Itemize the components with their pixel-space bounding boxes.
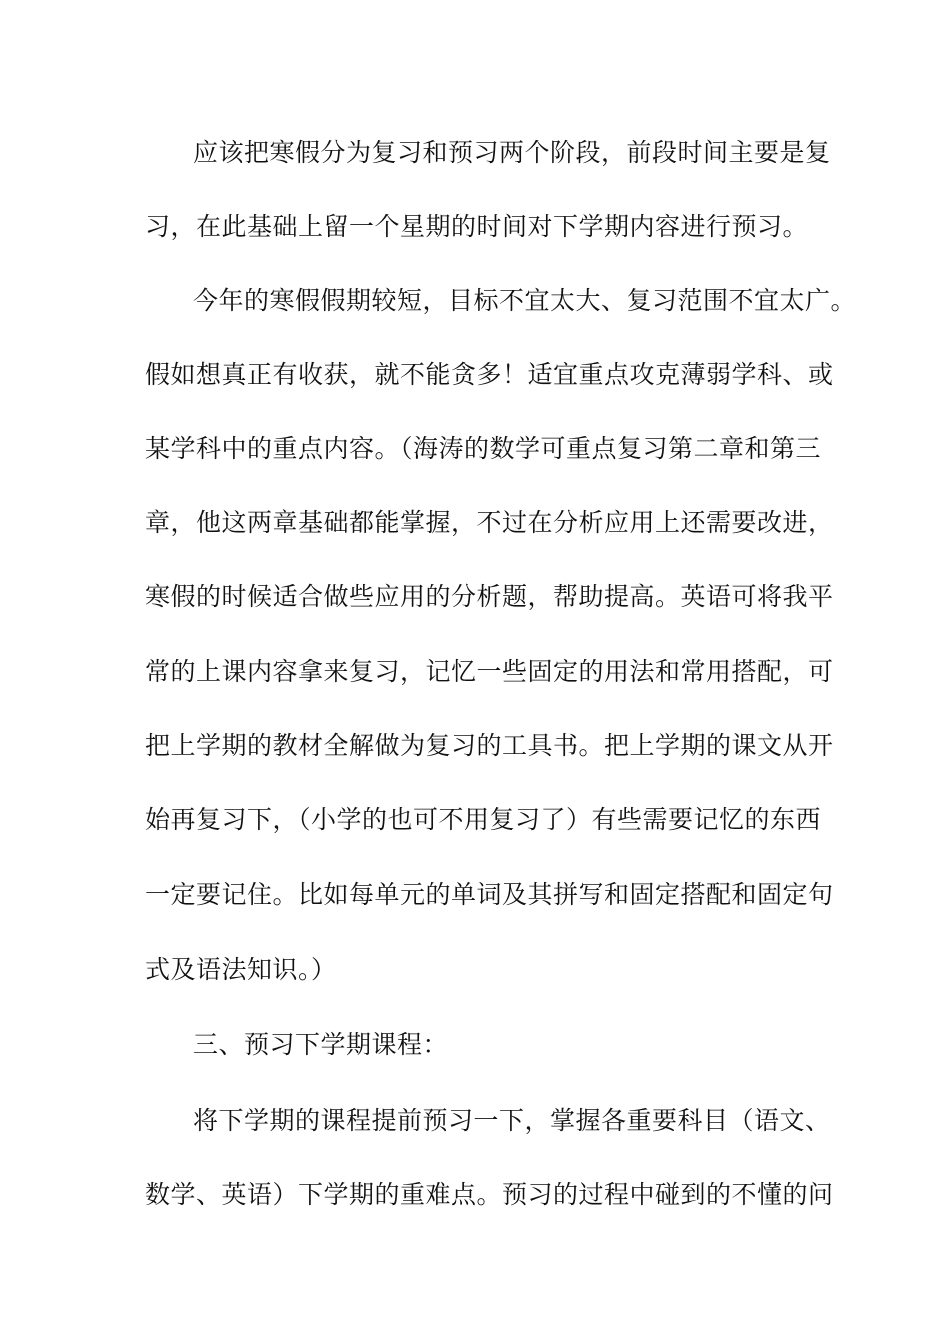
- paragraph-line: 某学科中的重点内容。（海涛的数学可重点复习第二章和第三: [145, 434, 822, 463]
- paragraph-line: 始再复习下，（小学的也可不用复习了）有些需要记忆的东西: [145, 805, 822, 834]
- paragraph-line: 习，在此基础上留一个星期的时间对下学期内容进行预习。: [145, 212, 809, 241]
- paragraph-line: 式及语法知识。）: [145, 955, 337, 984]
- paragraph-line: 今年的寒假假期较短，目标不宜太大、复习范围不宜太广。: [193, 286, 857, 315]
- paragraph-line: 章，他这两章基础都能掌握，不过在分析应用上还需要改进，: [145, 508, 834, 537]
- paragraph-line: 一定要记住。比如每单元的单词及其拼写和固定搭配和固定句: [145, 880, 834, 909]
- paragraph-line: 常的上课内容拿来复习，记忆一些固定的用法和常用搭配，可: [145, 657, 834, 686]
- paragraph-line: 应该把寒假分为复习和预习两个阶段，前段时间主要是复: [193, 138, 831, 167]
- section-heading: 三、预习下学期课程：: [193, 1030, 449, 1059]
- paragraph-line: 数学、英语）下学期的重难点。预习的过程中碰到的不懂的问: [145, 1180, 834, 1209]
- paragraph-line: 把上学期的教材全解做为复习的工具书。把上学期的课文从开: [145, 731, 834, 760]
- paragraph-line: 寒假的时候适合做些应用的分析题，帮助提高。英语可将我平: [145, 582, 834, 611]
- paragraph-line: 将下学期的课程提前预习一下，掌握各重要科目（语文、: [193, 1106, 831, 1135]
- paragraph-line: 假如想真正有收获，就不能贪多！适宜重点攻克薄弱学科、或: [145, 360, 834, 389]
